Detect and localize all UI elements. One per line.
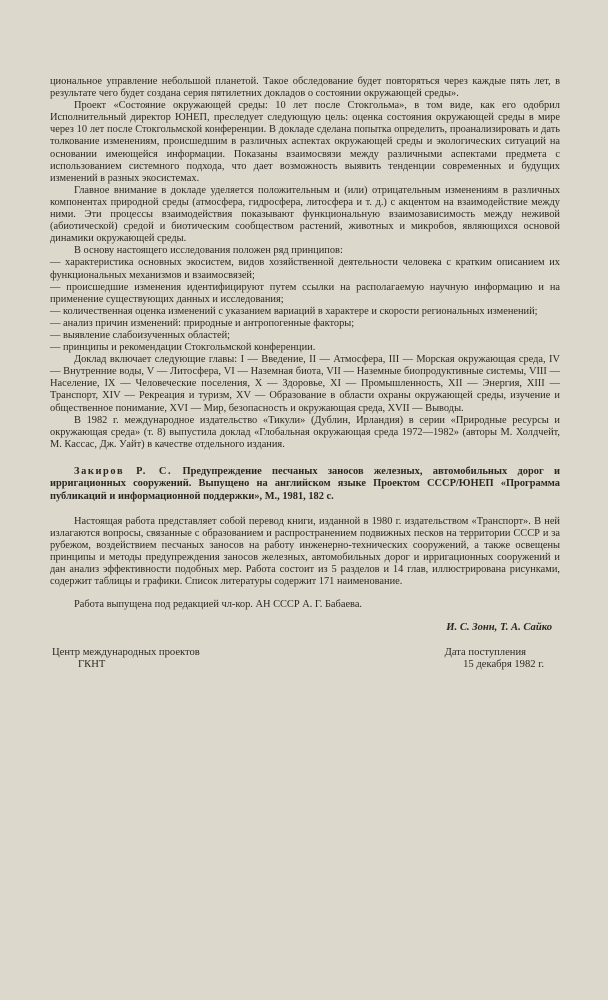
abstract-author: Закиров Р. С. bbox=[74, 465, 173, 477]
publication-paragraph: В 1982 г. международное издательство «Тикули» (Дублин, Ирландия) в серии «Природные ресурсы и окружающая среда» (т. 8) выпустила доклад «Глобальная окружающая среда 1972—1982» (авторы М. Холдчейт, М. Кассас, Дж. Уайт) в качестве отдельного издания. bbox=[50, 414, 560, 450]
principle-item: — анализ причин изменений: природные и антропогенные факторы; bbox=[50, 317, 355, 329]
principle-item: — принципы и рекомендации Стокгольмской конференции. bbox=[50, 342, 316, 354]
page-footer bbox=[50, 647, 560, 677]
abstract-body bbox=[50, 516, 560, 612]
continuation-paragraph: циональное управление небольшой планетой. Такое обследование будет повторяться через каждые пять лет, в результате чего будет создана серия пятилетних докладов о состоянии окружающей среды». bbox=[50, 76, 560, 100]
principles-intro: В основу настоящего исследования положен ряд принципов: bbox=[74, 245, 343, 257]
abstract-heading bbox=[50, 466, 560, 503]
report-summary bbox=[50, 76, 560, 451]
footer-received bbox=[445, 647, 544, 672]
chapters-paragraph: Доклад включает следующие главы: I — Введение, II — Атмосфера, III — Морская окружающая среда, IV — Внутренние воды, V — Литосфера, VI — Наземная биота, VII — Наземные биопродуктивные системы, VIII — Население, IX — Человеческие поселения, X — Здоровье, XI — Промышленность, XII — Энергия, XIII — Транспорт, XIV — Рекреация и туризм, XV — Образование в области охраны окружающей среды, изучение и общественное понимание, XVI — Мир, безопасность и окружающая среда, XVII — Выводы. bbox=[50, 354, 560, 414]
principle-item: — выявление слабоизученных областей; bbox=[50, 329, 231, 341]
abstract-description: Настоящая работа представляет собой перевод книги, изданной в 1980 г. издательством «Транспорт». В ней излагаются вопросы, связанные с образованием и распространением подвижных песков на территории СССР и за рубежом, воздействием песчаных заносов на работу инженерно-технических сооружений, а также освещены принципы и методы предупреждения заносов железных, автомобильных дорог и ирригационных сооружений и дан анализ эффективности подобных мер. Работа состоит из 5 разделов и 14 глав, иллюстрирована рисунками, содержит таблицы и графики. Список литературы содержит 171 наименование. bbox=[50, 515, 560, 588]
project-paragraph: Проект «Состояние окружающей среды: 10 лет после Стокгольма», в том виде, как его одобрил Исполнительный директор ЮНЕП, преследует следующую цель: оценка состояния окружающей среды в мире через 10 лет после Стокгольмской конференции. В докладе сделана попытка определить, проанализировать и дать толкование изменениям, происшедшим в различных аспектах окружающей среды и экологических ситуаций на основании имеющейся информации. Показаны взаимосвязи между различными аспектами предмета с использованием системного подхода, что дает возможность выявить тенденции современных и будущих изменений в разных экосистемах. bbox=[50, 100, 560, 184]
principle-item: — происшедшие изменения идентифицируют путем ссылки на располагаемую научную информацию и на применение существующих данных и исследования; bbox=[50, 281, 560, 305]
received-date: 15 декабря 1982 г. bbox=[463, 659, 544, 671]
abstract-title: Предупреждение песчаных заносов железных, автомобильных дорог и ирригационных сооружений. Выпущено на английском языке Проектом СССР/ЮНЕП «Программа публикаций и информационной поддержки», М., 1981, 182 с. bbox=[50, 465, 560, 502]
received-label: Дата поступления bbox=[444, 646, 526, 658]
principle-item: — количественная оценка изменений с указанием вариаций в характере и скорости региональных изменений; bbox=[50, 305, 538, 317]
abstract-signature: И. С. Зонн, Т. А. Сайко bbox=[446, 621, 552, 633]
footer-organization bbox=[52, 647, 200, 672]
organization-name: Центр международных проектов bbox=[52, 646, 200, 658]
organization-abbr: ГКНТ bbox=[78, 659, 106, 671]
editor-note: Работа выпущена под редакцией чл-кор. АН СССР А. Г. Бабаева. bbox=[74, 599, 363, 611]
principle-item: — характеристика основных экосистем, видов хозяйственной деятельности человека с кратким описанием их функциональных механизмов и взаимосвязей; bbox=[50, 257, 560, 281]
focus-paragraph: Главное внимание в докладе уделяется положительным и (или) отрицательным изменениям в различных компонентах природной среды (атмосфера, гидросфера, литосфера и т. д.) с акцентом на взаимодействие между ними. Эти процессы взаимодействия показывают функциональную взаимозависимость между неживой (абиотической) средой и биотическим сообществом растений, животных и микробов, являющихся основой динамики окружающей среды. bbox=[50, 184, 560, 245]
